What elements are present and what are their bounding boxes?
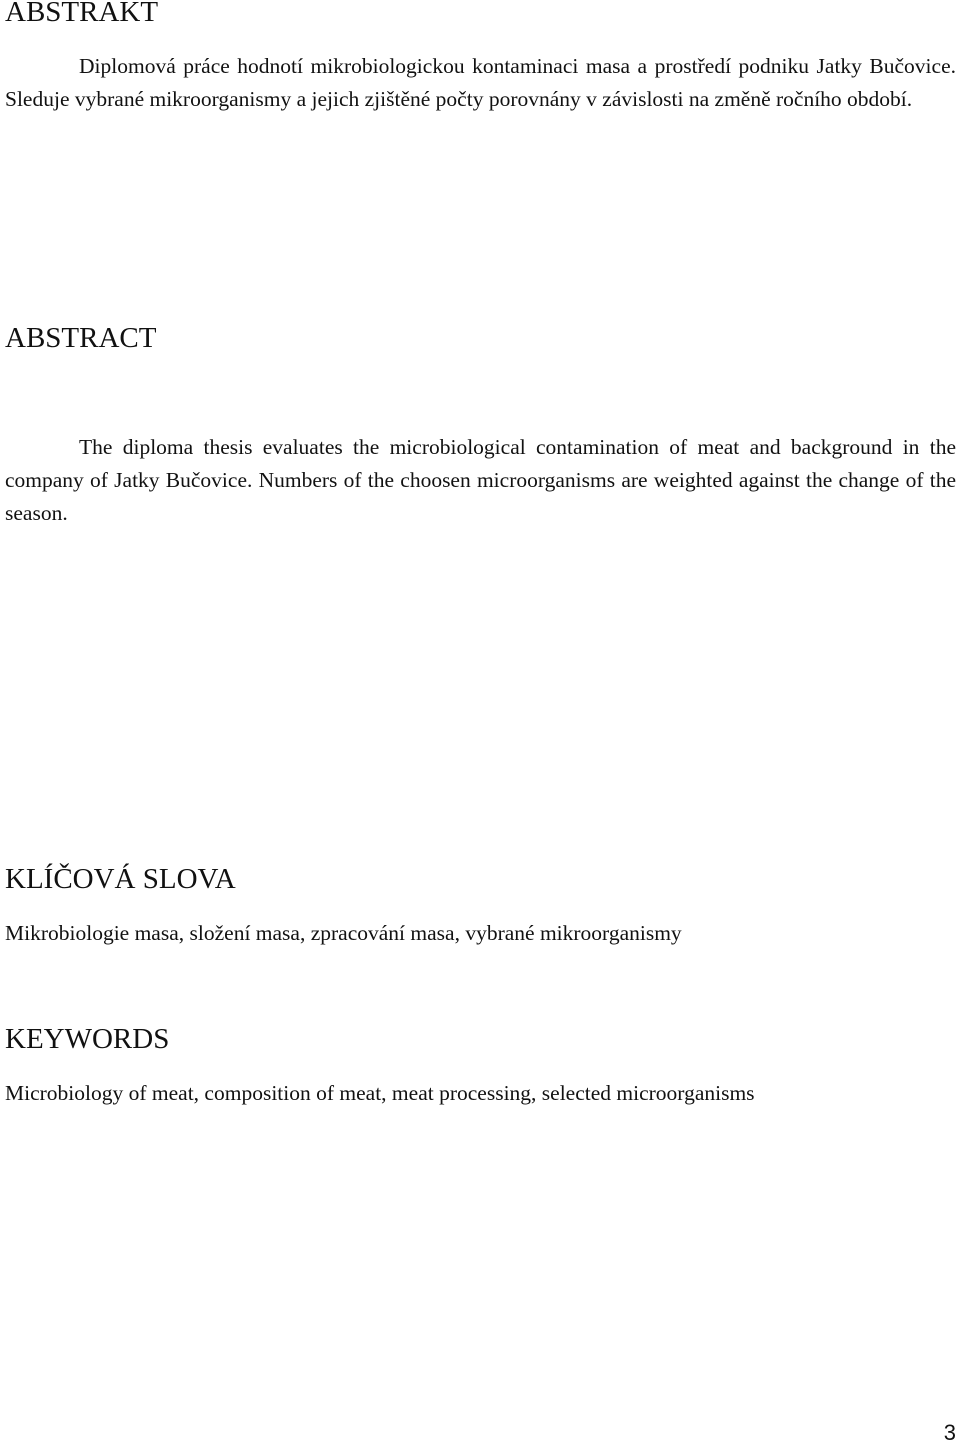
keywords-heading: KEYWORDS — [5, 1023, 170, 1055]
abstract-heading: ABSTRACT — [5, 322, 157, 354]
abstrakt-paragraph: Diplomová práce hodnotí mikrobiologickou kontaminaci masa a prostředí podniku Jatky Bučovice. Sleduje vybrané mikroorganismy a jejich zjištěné počty porovnány v závislosti na změně ročního období. — [5, 54, 956, 111]
keywords-text: Microbiology of meat, composition of meat, meat processing, selected microorganisms — [5, 1081, 755, 1105]
abstract-paragraph: The diploma thesis evaluates the microbiological contamination of meat and background in the company of Jatky Bučovice. Numbers of the choosen microorganisms are weighted against the change of the season. — [5, 435, 956, 525]
klicova-slova-text: Mikrobiologie masa, složení masa, zpracování masa, vybrané mikroorganismy — [5, 921, 682, 945]
abstrakt-heading: ABSTRAKT — [5, 0, 159, 28]
klicova-slova-heading: KLÍČOVÁ SLOVA — [5, 863, 236, 895]
page-number: 3 — [943, 1420, 956, 1445]
